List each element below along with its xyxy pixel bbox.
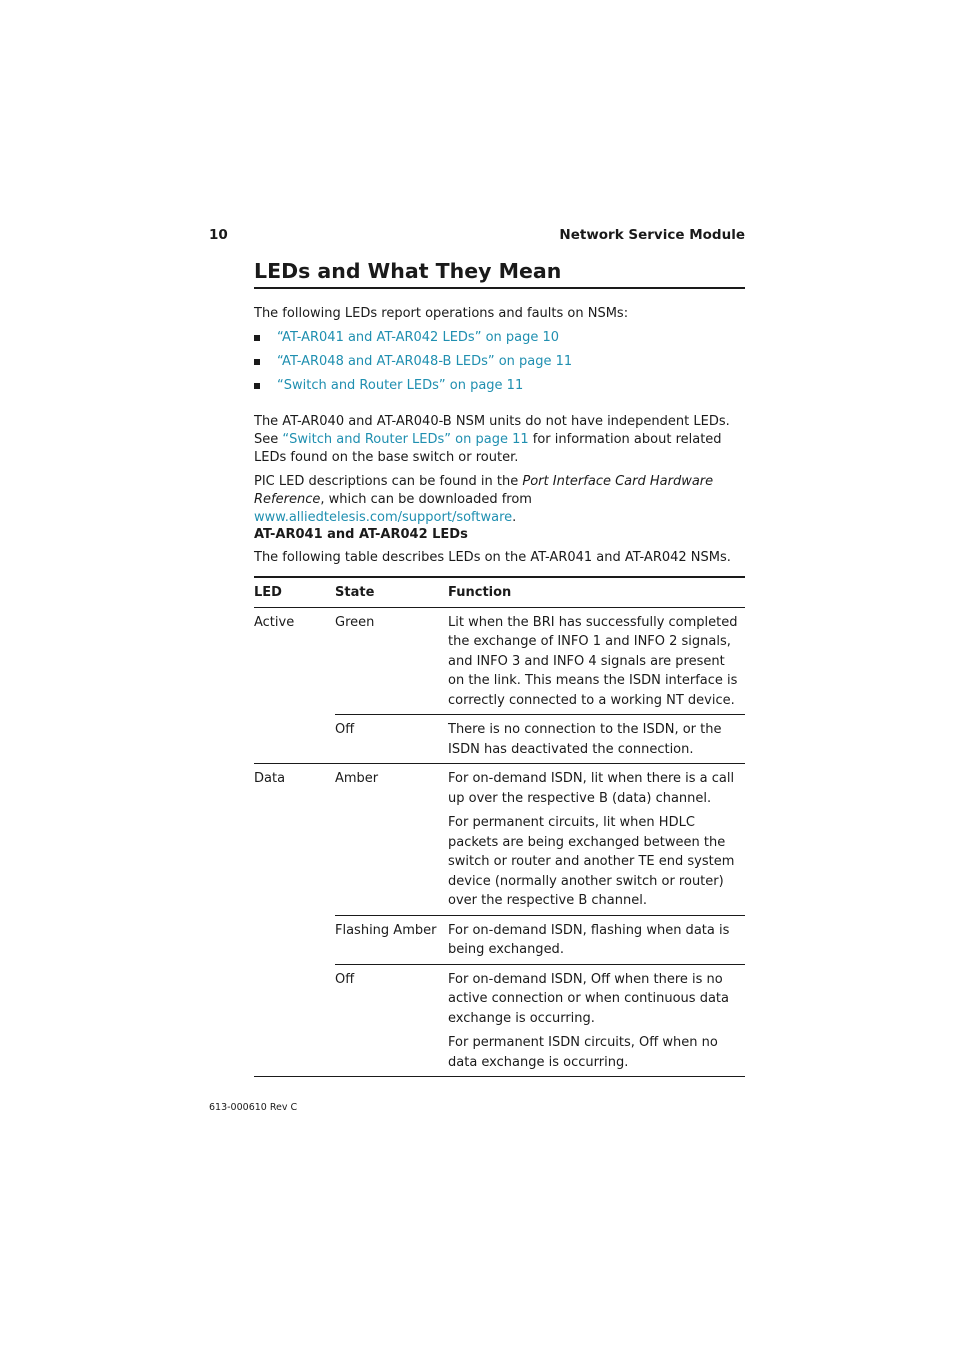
text-span: PIC LED descriptions can be found in the (254, 474, 523, 489)
link-switch-router-leds[interactable]: “Switch and Router LEDs” on page 11 (277, 378, 524, 393)
column-header-led: LED (254, 577, 335, 607)
page-title: LEDs and What They Mean (254, 259, 745, 289)
bullet-square-icon (254, 335, 260, 341)
bullet-square-icon (254, 383, 260, 389)
table-row (254, 764, 745, 916)
function-text: For permanent ISDN circuits, Off when no data exchange is occurring. (448, 1035, 718, 1070)
link-ar048-leds[interactable]: “AT-AR048 and AT-AR048-B LEDs” on page 11 (277, 354, 573, 369)
cell-function (448, 915, 745, 964)
list-item (254, 328, 745, 352)
cell-function (448, 964, 745, 1077)
table-row (254, 915, 745, 964)
list-item (254, 376, 745, 400)
cell-function (448, 764, 745, 916)
running-title: Network Service Module (559, 227, 745, 243)
intro-text: The following LEDs report operations and faults on NSMs: (254, 306, 629, 321)
text-span: for information about related LEDs found on the base switch or router. (254, 432, 722, 465)
link-switch-router-leds-inline[interactable]: “Switch and Router LEDs” on page 11 (282, 432, 529, 447)
bullet-square-icon (254, 359, 260, 365)
table-row (254, 715, 745, 764)
text-span: , which can be downloaded from (320, 492, 532, 507)
pic-note-paragraph (254, 473, 745, 527)
table-row (254, 607, 745, 715)
function-text: For on-demand ISDN, lit when there is a call up over the respective B (data) channel. (448, 771, 735, 806)
text-span: The AT-AR040 and AT-AR040-B NSM units do not have independent LEDs. See (254, 414, 730, 447)
cell-led (254, 915, 335, 964)
cell-state: Green (335, 614, 375, 630)
document-revision: 613-000610 Rev C (209, 1102, 298, 1113)
cell-led: Active (254, 614, 295, 630)
led-link-list (254, 328, 745, 400)
cell-state: Flashing Amber (335, 915, 448, 964)
text-span: . (512, 510, 517, 525)
function-text: There is no connection to the ISDN, or the ISDN has deactivated the connection. (448, 722, 722, 757)
section-heading: AT-AR041 and AT-AR042 LEDs (254, 527, 468, 542)
cell-function (448, 607, 745, 715)
table-header-row (254, 577, 745, 607)
led-table (254, 576, 745, 1077)
link-support-software[interactable]: www.alliedtelesis.com/support/software (254, 510, 513, 525)
cell-led: Data (254, 764, 335, 916)
cell-led (254, 715, 335, 764)
function-text: For on-demand ISDN, Off when there is no active connection or when continuous data exchange is occurring. (448, 971, 729, 1026)
cell-state: Off (335, 964, 448, 1077)
section-intro: The following table describes LEDs on the AT-AR041 and AT-AR042 NSMs. (254, 550, 731, 565)
column-header-state: State (335, 577, 448, 607)
cell-state: Off (335, 715, 448, 764)
table-row (254, 964, 745, 1077)
column-header-function: Function (448, 577, 745, 607)
reference-title: Port Interface Card Hardware Reference (254, 474, 714, 507)
function-text: For permanent circuits, lit when HDLC packets are being exchanged between the switch or router and another TE end system device (normally another switch or router) over the respective B channel. (448, 815, 735, 908)
cell-function (448, 715, 745, 764)
cell-led (254, 964, 335, 1077)
nsm-note-paragraph (254, 413, 745, 467)
list-item (254, 352, 745, 376)
link-ar041-ar042-leds[interactable]: “AT-AR041 and AT-AR042 LEDs” on page 10 (277, 330, 560, 345)
function-text: For on-demand ISDN, flashing when data is being exchanged. (448, 922, 730, 957)
cell-state: Amber (335, 764, 448, 916)
page-number: 10 (209, 227, 228, 243)
function-text: Lit when the BRI has successfully completed the exchange of INFO 1 and INFO 2 signals, and INFO 3 and INFO 4 signals are present on the link. This means the ISDN interface is correctly connected to a working NT device. (448, 614, 738, 708)
